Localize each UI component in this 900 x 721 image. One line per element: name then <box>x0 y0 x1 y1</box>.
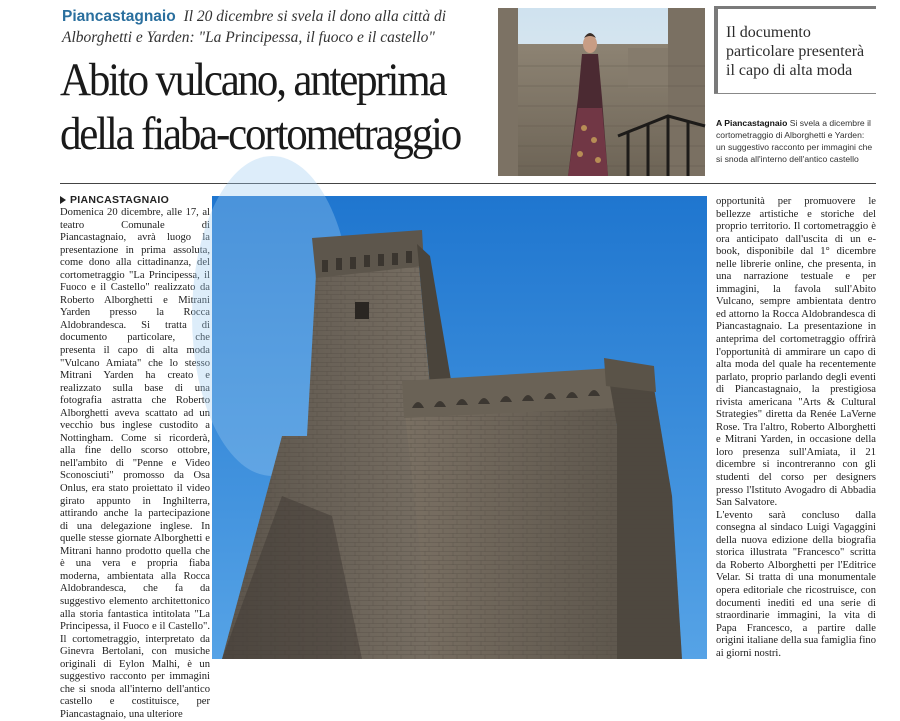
main-photo <box>212 196 707 659</box>
location-label: Piancastagnaio <box>62 8 176 25</box>
kicker-text: Il 20 dicembre si svela il dono alla città di Alborghetti e Yarden: "La Principessa, il fuoco e il castello" <box>62 8 447 46</box>
left-column-text: Domenica 20 dicembre, alle 17, al teatro Comunale di Piancastagnaio, avrà luogo la presentazione in prima assoluta, come dono alla cittadinanza, del cortometraggio "La Principessa, il Fuoco e il Castello" realizzato da Roberto Alborghetti e Mitrani Yarden presso la Rocca Aldobrandesca. Si tratta di documento particolare, che presenta il capo di alta moda "Vulcano Amiata" che lo stesso Mitrani Yarden ha creato e realizzato sulla base di una fotografia astratta che Roberto Alborghetti aveva scattato ad un vecchio bus inglese custodito a Nottingham. Come si ricorderà, alla fine dello scorso ottobre, nell'ambito di "Penne e Video Sconosciuti" promosso da Osa Onlus, era stato proiettato il video girato appunto in Inghilterra, attirando anche la partecipazione di una delegazione inglese. In quelle stesse giornate Alborghetti e Mitrani hanno prodotto quella che è una vera e propria fiaba moderna, ambientata alla Rocca Aldobrandesca, che fa da suggestivo elemento architettonico alla storia fantastica intitolata "La Principessa, il Fuoco e il Castello". Il cortometraggio, interpretato da Ginevra Bertolani, con musiche originali di Eylon Malhi, è un suggestivo racconto per immagini che si snoda all'interno dell'antico castello e costituisce, per Piancastagnaio, una ulteriore <box>60 207 210 720</box>
kicker <box>62 6 492 48</box>
top-photo <box>498 8 705 176</box>
triangle-icon <box>60 196 66 204</box>
right-column-text-2: L'evento sarà concluso dalla consegna al sindaco Luigi Vagaggini della nuova edizione della biografia storica illustrata "Francesco" scritta da Roberto Alborghetti per l'Editrice Velar. Si tratta di una monumentale opera editoriale che ricostruisce, con documenti inediti ed una serie di straordinarie immagini, la vita di Papa Francesco, a partire dalle origini italiane della sua famiglia fino ai giorni nostri. <box>716 509 876 659</box>
caption-location: A Piancastagnaio <box>716 118 788 128</box>
left-column <box>60 194 210 720</box>
pull-quote: Il documento particolare presenterà il capo di alta moda <box>726 24 865 79</box>
castle-tower-illustration <box>212 196 707 659</box>
right-column <box>716 196 876 658</box>
section-divider <box>60 183 876 184</box>
photo-caption <box>716 117 876 165</box>
castle-stairs-illustration <box>498 8 705 176</box>
byline <box>60 194 210 206</box>
headline: Abito vulcano, anteprima della fiaba-cortometraggio <box>60 55 461 160</box>
pull-quote-bar <box>714 9 718 93</box>
byline-text: PIANCASTAGNAIO <box>70 194 170 206</box>
caption-text: Si svela a dicembre il cortometraggio di Alborghetti e Yarden: un suggestivo racconto per immagini che si snoda all'interno dell'antico castello <box>716 118 873 164</box>
right-column-text-1: opportunità per promuovere le bellezze artistiche e storiche del proprio territorio. Il cortometraggio è ora anticipato dall'uscita di un e-book, disponibile dal 1° dicembre nelle librerie online, che presenta, in una narrazione testuale e per immagini, la favola sull'Abito Vulcano, sempre ambientata dentro ed attorno la Rocca Aldobrandesca di Piancastagnaio. La presentazione in anteprima del cortometraggio offrirà l'opportunità di ammirare un capo di alta moda del quale ha recentemente parlato, proprio parlando degli eventi di Piancastagnaio, la prestigiosa rivista americana "Arts & Cultural Strategies" diretta da Renée LaVerne Rose. Tra l'altro, Roberto Alborghetti e Mitrani Yarden, in occasione della loro presenza sull'Amiata, il 21 dicembre si incontreranno con gli studenti del corso per designers presso l'Istituto Avogadro di Abbadia San Salvatore. <box>716 196 876 509</box>
pull-quote-box <box>714 6 876 94</box>
